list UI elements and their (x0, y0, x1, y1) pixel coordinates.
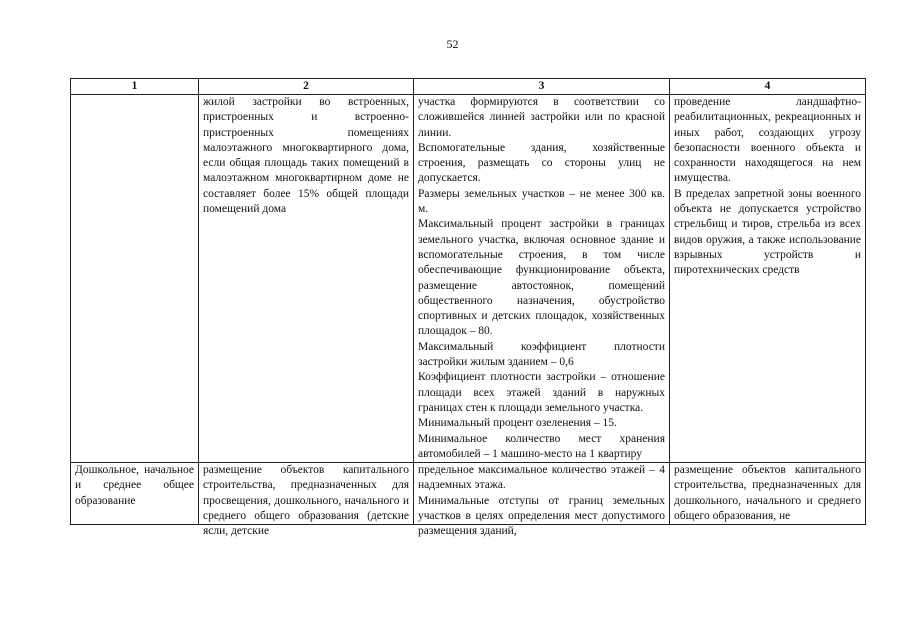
zoning-table (70, 78, 866, 538)
paragraph: Максимальный процент застройки в границах земельного участка, включая основное здание и вспомогательные строения, в том числе обеспечивающие функционирование объекта, размещение автостоянок, помещений общественного назначения, обустройство спортивных и детских площадок, хозяйственных площадок – 80. (418, 218, 665, 338)
paragraph: проведение ландшафтно-реабилитационных, рекреационных и иных работ, создающих угрозу безопасности военного объекта и сохранности находящегося на нем имущества. (674, 96, 861, 185)
paragraph: Минимальное количество мест хранения автомобилей – 1 машино-место на 1 квартиру (418, 432, 665, 460)
cell-use-description (199, 95, 414, 463)
paragraph: Минимальные отступы от границ земельных участков в целях определения мест допустимого размещения зданий, (418, 494, 665, 538)
paragraph: Максимальный коэффициент плотности застройки жилым зданием – 0,6 (418, 340, 665, 369)
paragraph: Вспомогательные здания, хозяйственные строения, размещать со стороны улиц не допускается. (418, 141, 665, 185)
column-header-2: 2 (199, 79, 414, 95)
paragraph: Минимальный процент озеленения – 15. (418, 417, 617, 430)
cell-restrictions (670, 463, 866, 525)
cell-parameters (414, 95, 670, 463)
paragraph: Размеры земельных участков – не менее 300 кв. м. (418, 187, 665, 216)
cell-use-description (199, 463, 414, 538)
column-header-1: 1 (71, 79, 199, 95)
cell-use-name: Дошкольное, начальное и среднее общее образование (71, 463, 199, 525)
cell-parameters (414, 463, 670, 538)
cell-restrictions (670, 95, 866, 463)
paragraph: жилой застройки во встроенных, пристроенных и встроенно-пристроенных помещениях малоэтажного многоквартирного дома, если общая площадь таких помещений в малоэтажном многоквартирном доме не составляет более 15% общей площади помещений дома (203, 96, 409, 216)
column-header-4: 4 (670, 79, 866, 95)
cell-use-name (71, 95, 199, 463)
header-row (71, 79, 866, 95)
paragraph: размещение объектов капитального строительства, предназначенных для дошкольного, начального и среднего общего образования, не (674, 464, 861, 523)
paragraph: участка формируются в соответствии со сложившейся линией застройки или по красной линии. (418, 96, 665, 139)
paragraph: размещение объектов капитального строительства, предназначенных для просвещения, дошкольного, начального и среднего общего образования (детские ясли, детские (203, 464, 409, 538)
paragraph: предельное максимальное количество этажей – 4 надземных этажа. (418, 464, 665, 492)
table-row (71, 95, 866, 463)
paragraph: В пределах запретной зоны военного объекта не допускается устройство стрельбищ и тиров, стрельба из всех видов оружия, а также использование взрывных устройств и пиротехнических средств (674, 187, 861, 277)
page-number: 52 (446, 37, 459, 51)
paragraph: Коэффициент плотности застройки – отношение площади всех этажей зданий в наружных границах стен к площади земельного участка. (418, 371, 665, 414)
column-header-3: 3 (414, 79, 670, 95)
table-row (71, 463, 866, 525)
